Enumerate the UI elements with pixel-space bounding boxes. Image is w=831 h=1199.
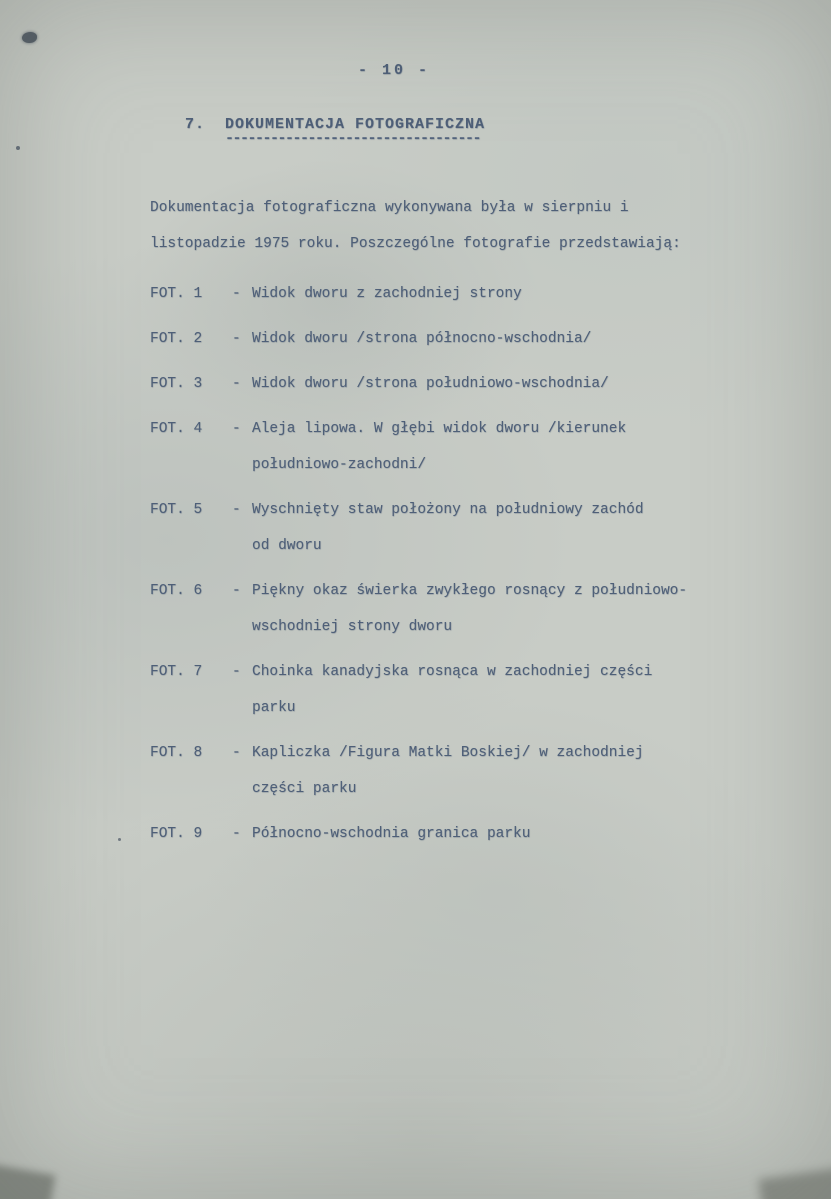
hyphen: - [232, 502, 241, 518]
photo-list-item [150, 411, 730, 483]
ink-speck [16, 146, 20, 150]
photo-label: FOT. 5 [150, 502, 203, 518]
section-heading: 7. DOKUMENTACJA FOTOGRAFICZNA [185, 116, 486, 133]
photo-label: FOT. 8 [150, 745, 203, 761]
photo-description-line: Aleja lipowa. W głębi widok dworu /kierunek [252, 421, 627, 437]
photo-description-line: Widok dworu /strona południowo-wschodnia/ [252, 376, 609, 392]
section-heading-block [185, 116, 485, 147]
photo-label: FOT. 6 [150, 583, 203, 599]
photo-description [252, 573, 730, 645]
page-number: - 10 - [358, 62, 431, 79]
intro-paragraph [150, 190, 730, 262]
photo-description-line: Kapliczka /Figura Matki Boskiej/ w zachodniej [252, 745, 644, 761]
photo-list-item [150, 816, 730, 852]
photo-list-item [150, 366, 730, 402]
scan-edge-shadow [758, 1167, 831, 1199]
photo-description-line: Wyschnięty staw położony na południowy zachód [252, 502, 644, 518]
photo-description-line: części parku [252, 781, 357, 797]
photo-description-line: Choinka kanadyjska rosnąca w zachodniej części [252, 664, 653, 680]
photo-list-item [150, 735, 730, 807]
photo-description [252, 276, 730, 312]
photo-description [252, 321, 730, 357]
photo-description [252, 411, 730, 483]
photo-list-item [150, 492, 730, 564]
hyphen: - [232, 286, 241, 302]
hyphen: - [232, 376, 241, 392]
intro-line: Dokumentacja fotograficzna wykonywana była w sierpniu i [150, 200, 629, 216]
hyphen: - [232, 826, 241, 842]
photo-list-item [150, 573, 730, 645]
photo-description-line: Widok dworu z zachodniej strony [252, 286, 522, 302]
photo-description-line: wschodniej strony dworu [252, 619, 453, 635]
photo-description [252, 366, 730, 402]
hyphen: - [232, 664, 241, 680]
photo-list-item [150, 276, 730, 312]
photo-description [252, 735, 730, 807]
photo-description-line: parku [252, 700, 296, 716]
photo-description-line: południowo-zachodni/ [252, 457, 427, 473]
photo-label: FOT. 3 [150, 376, 203, 392]
photo-description-line: Piękny okaz świerka zwykłego rosnący z południowo- [252, 583, 688, 599]
photo-description [252, 654, 730, 726]
photo-list-item [150, 654, 730, 726]
ink-speck [118, 838, 121, 841]
hyphen: - [232, 745, 241, 761]
scan-edge-shadow [0, 1163, 55, 1199]
photo-list-item [150, 321, 730, 357]
ink-speck [22, 32, 37, 43]
photo-list [150, 276, 730, 852]
intro-line: listopadzie 1975 roku. Poszczególne fotografie przedstawiają: [150, 236, 681, 252]
hyphen: - [232, 421, 241, 437]
photo-description-line: od dworu [252, 538, 322, 554]
photo-label: FOT. 4 [150, 421, 203, 437]
photo-label: FOT. 2 [150, 331, 203, 347]
photo-description-line: Północno-wschodnia granica parku [252, 826, 531, 842]
photo-description-line: Widok dworu /strona północno-wschodnia/ [252, 331, 592, 347]
photo-description [252, 492, 730, 564]
photo-label: FOT. 1 [150, 286, 203, 302]
document-body [150, 190, 730, 861]
hyphen: - [232, 583, 241, 599]
hyphen: - [232, 331, 241, 347]
photo-label: FOT. 9 [150, 826, 203, 842]
photo-description [252, 816, 730, 852]
photo-label: FOT. 7 [150, 664, 203, 680]
heading-underline-dashes: ---------------------------------- [225, 130, 481, 147]
